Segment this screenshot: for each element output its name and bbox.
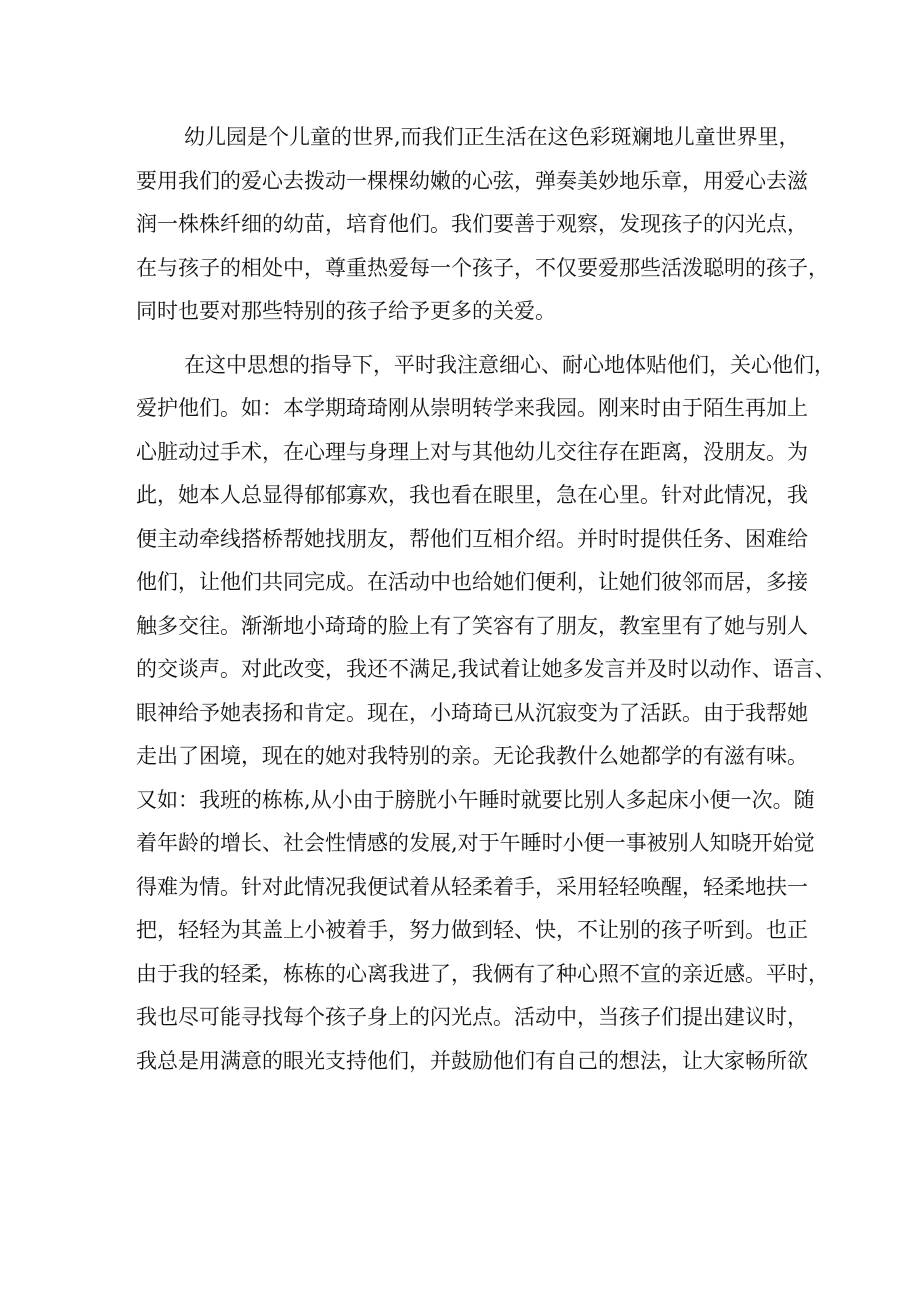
text-line: 润一株株纤细的幼苗，培育他们。我们要善于观察，发现孩子的闪光点， [136, 212, 808, 236]
text-line: 又如：我班的栋栋,从小由于膀胱小午睡时就要比别人多起床小便一次。随 [136, 787, 815, 812]
text-line: 心脏动过手术，在心理与身理上对与其他幼儿交往存在距离，没朋友。为 [136, 439, 808, 464]
text-line: 我也尽可能寻找每个孩子身上的闪光点。活动中，当孩子们提出建议时， [136, 1005, 808, 1029]
text-line: 我总是用满意的眼光支持他们，并鼓励他们有自己的想法，让大家畅所欲 [136, 1048, 808, 1073]
paragraph-1 [136, 116, 829, 334]
text-line: 要用我们的爱心去拨动一棵棵幼嫩的心弦，弹奏美妙地乐章，用爱心去滋 [136, 168, 808, 193]
text-line: 爱护他们。如：本学期琦琦刚从崇明转学来我园。刚来时由于陌生再加上 [136, 396, 808, 420]
text-line: 幼儿园是个儿童的世界,而我们正生活在这色彩斑斓地儿童世界里， [184, 125, 800, 149]
text-line: 的交谈声。对此改变，我还不满足,我试着让她多发言并及时以动作、语言、 [136, 657, 836, 681]
text-line: 他们，让他们共同完成。在活动中也给她们便利，让她们彼邻而居，多接 [136, 570, 808, 594]
paragraph-2 [136, 344, 836, 1084]
text-line: 得难为情。针对此情况我便试着从轻柔着手，采用轻轻唤醒，轻柔地扶一 [136, 874, 808, 899]
document-body [136, 116, 836, 1083]
text-line: 便主动牵线搭桥帮她找朋友，帮他们互相介绍。并时时提供任务、困难给 [136, 526, 808, 551]
text-line: 触多交往。渐渐地小琦琦的脸上有了笑容有了朋友，教室里有了她与别人 [136, 613, 808, 638]
text-line: 在与孩子的相处中，尊重热爱每一个孩子，不仅要爱那些活泼聪明的孩子， [136, 255, 829, 280]
text-line: 此，她本人总显得郁郁寡欢，我也看在眼里，急在心里。针对此情况，我 [136, 483, 808, 507]
text-line: 着年龄的增长、社会性情感的发展,对于午睡时小便一事被别人知晓开始觉 [136, 831, 815, 855]
text-line: 眼神给予她表扬和肯定。现在，小琦琦已从沉寂变为了活跃。由于我帮她 [136, 700, 808, 725]
paragraph-gap [136, 334, 796, 344]
text-line: 走出了困境，现在的她对我特别的亲。无论我教什么她都学的有滋有味。 [136, 744, 808, 768]
text-line: 由于我的轻柔，栋栋的心离我进了，我俩有了种心照不宣的亲近感。平时， [136, 961, 829, 986]
text-line: 在这中思想的指导下，平时我注意细心、耐心地体贴他们，关心他们， [184, 352, 835, 377]
text-line: 同时也要对那些特别的孩子给予更多的关爱。 [136, 299, 556, 323]
text-line: 把，轻轻为其盖上小被着手，努力做到轻、快，不让别的孩子听到。也正 [136, 918, 808, 942]
